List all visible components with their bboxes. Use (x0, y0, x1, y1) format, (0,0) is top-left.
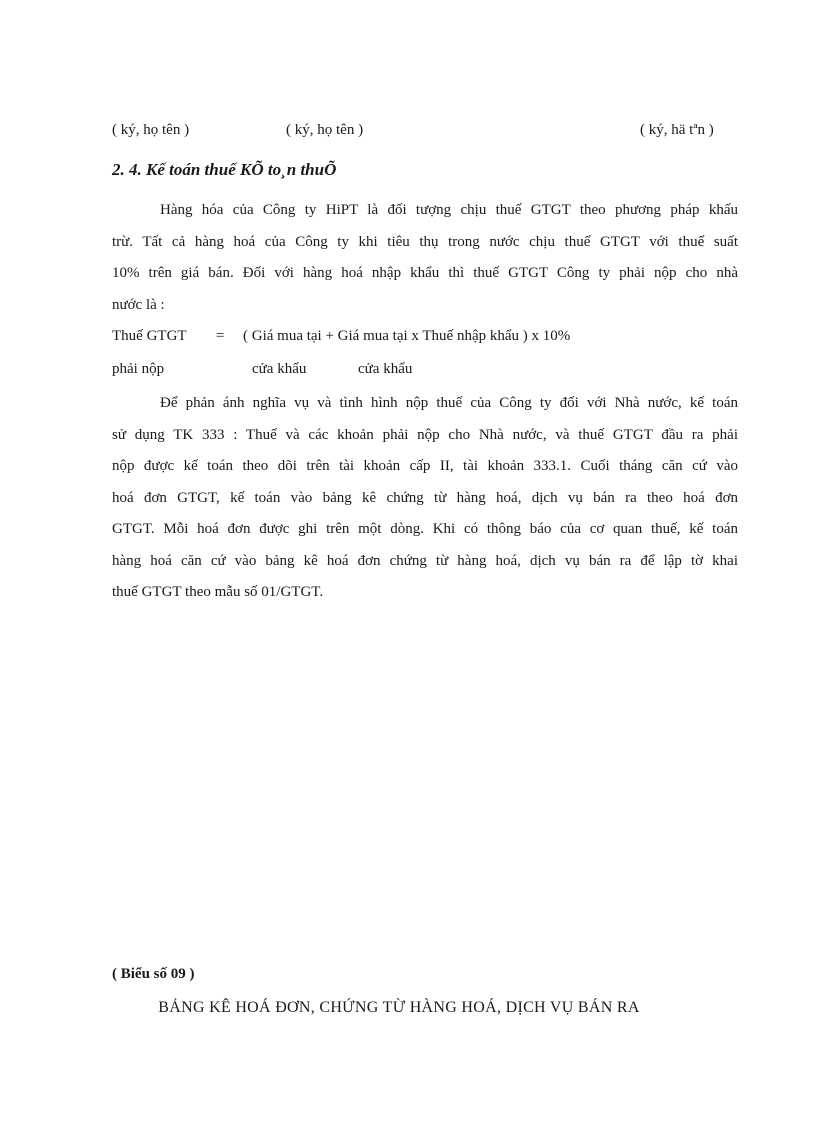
table-title (0, 999, 816, 1017)
formula-sub-2: cửa khẩu (358, 361, 413, 377)
paragraph-line: nộp được kế toán theo dõi trên tài khoản cấp II, tài khoản 333.1. Cuối tháng căn cứ vào (112, 458, 738, 474)
paragraph-vat-intro (112, 195, 738, 321)
paragraph-line: nước là : (112, 296, 165, 313)
section-heading: 2. 4. Kế toán thuế KÕ to¸n thuÕ (112, 160, 337, 179)
signature-3: ( ký, hä tªn ) (640, 122, 714, 138)
paragraph-line: Để phản ánh nghĩa vụ và tình hình nộp thuế của Công ty đối với Nhà nước, kế toán (160, 395, 738, 411)
paragraph-line: hoá đơn GTGT, kế toán vào bảng kê chứng từ hàng hoá, dịch vụ bán ra theo hoá đơn (112, 489, 738, 506)
paragraph-tax-accounting (112, 388, 738, 609)
formula-label: Thuế GTGT (112, 328, 187, 344)
formula-sub-1: cửa khẩu (252, 361, 307, 377)
formula-expression: ( Giá mua tại + Giá mua tại x Thuế nhập khẩu ) x 10% (243, 328, 571, 344)
formula-equals: = (216, 328, 225, 344)
paragraph-line: thuế GTGT theo mẫu số 01/GTGT. (112, 584, 324, 600)
paragraph-line: 10% trên giá bán. Đối với hàng hoá nhập khẩu thì thuế GTGT Công ty phải nộp cho nhà (112, 265, 738, 281)
paragraph-line: GTGT. Mỗi hoá đơn được ghi trên một dòng. Khi có thông báo của cơ quan thuế, kế toán (112, 521, 738, 537)
signature-1: ( ký, họ tên ) (112, 122, 190, 138)
table-title-text: BẢNG KÊ HOÁ ĐƠN, CHỨNG TỪ HÀNG HOÁ, DỊCH VỤ BÁN RA (158, 999, 640, 1016)
paragraph-line: hàng hoá căn cứ vào bảng kê hoá đơn chứng từ hàng hoá, dịch vụ bán ra để lập tờ khai (112, 552, 738, 569)
formula-label-2: phải nộp (112, 361, 165, 377)
signature-2: ( ký, họ tên ) (286, 122, 364, 138)
form-label: ( Biểu số 09 ) (112, 966, 195, 982)
paragraph-line: sử dụng TK 333 : Thuế và các khoản phải nộp cho Nhà nước, và thuế GTGT đầu ra phải (112, 426, 738, 443)
paragraph-line: trừ. Tất cả hàng hoá của Công ty khi tiêu thụ trong nước chịu thuế GTGT với thuế suất (112, 233, 738, 250)
paragraph-line: Hàng hóa của Công ty HiPT là đối tượng chịu thuế GTGT theo phương pháp khấu (160, 202, 738, 218)
